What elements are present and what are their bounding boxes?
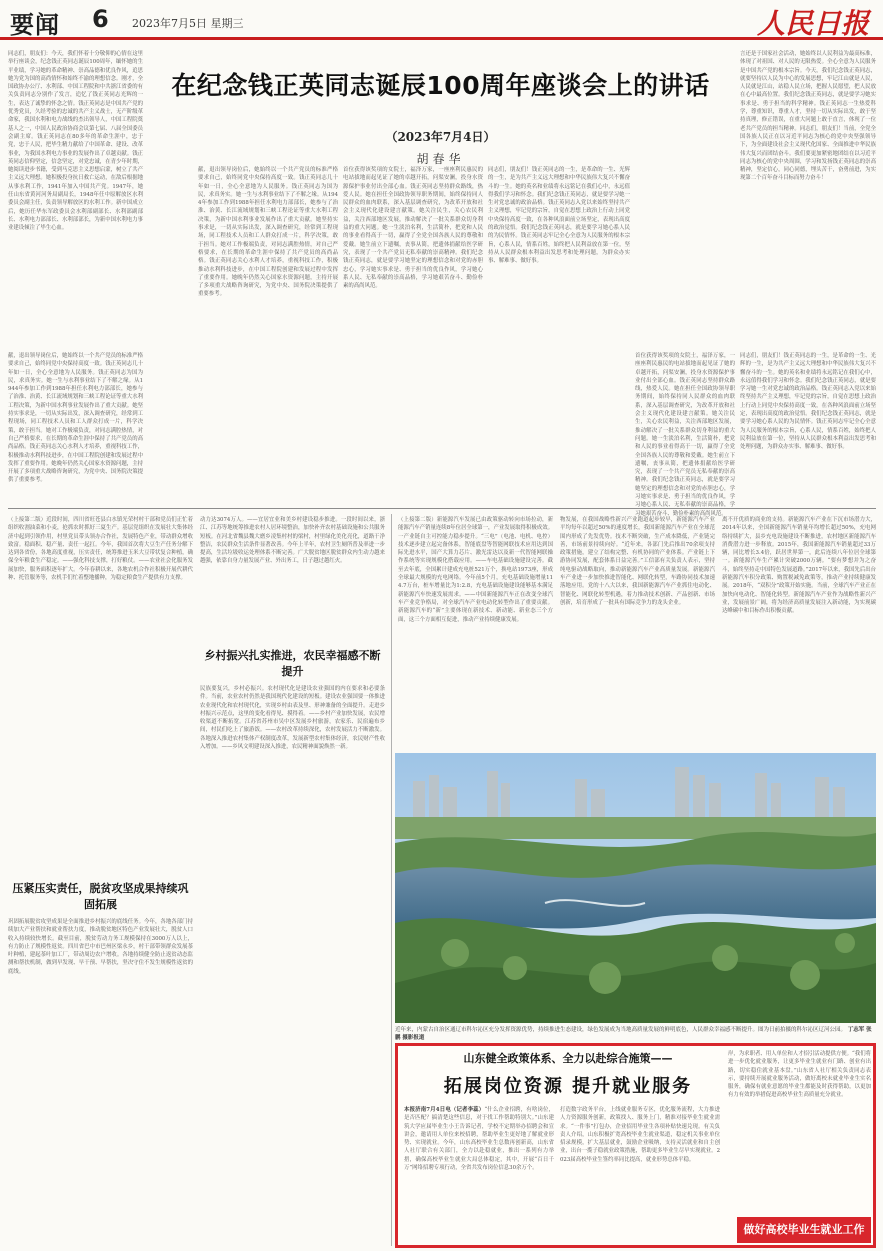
- speech-column-e: 言还是于国家社会活动，她始终以人民利益为最高标准，体现了对祖国、对人民的无限热爱。全心全意为人民服务是中国共产党的根本宗旨。今天，我们纪念钱正英同志，就要坚持以人民为中心的发展思想，牢记江山就是人民，人民就是江山，站稳人民立场，把握人民愿望，把人民放在心中最高位置。我们纪念钱正英同志，就是要学习她实事求是、勇于担当的科学精神。钱正英同志一生热爱科学，尊重知识，尊重人才，坚持一切从实际出发，敢于坚持真理，修正错误，在重大问题上敢于直言，体现了一位老共产党员的担当精神。同志们，朋友们！当前，全党全国各族人民正在以习近平同志为核心的党中央坚强领导下，为全面建设社会主义现代化国家、全面推进中华民族伟大复兴而团结奋斗。我们要更加紧密地团结在以习近平同志为核心的党中央周围，学习和发扬钱正英同志的崇高精神，坚定信心，同心同德，埋头苦干，奋勇前进，为实现第二个百年奋斗目标而努力奋斗！: [740, 51, 876, 182]
- speech-column-c: 首位获得该奖项的女院士，福泽万家，一座座利民惠民的电站拔地而起见证了她的卓越开拓，问渠安澜，投身水资源保护事业付出全部心血。钱正英同志坚持群众路线，热爱人民。她在担任全国政协领导职务期间，始终保持同人民群众的血肉联系，深入基层调查研究，为改革开放和社会主义现代化建设建言献策。她关注民生，关心农民利益，关注西部地区发展，推动解决了一批关系群众切身利益的重大问题。她一生淡泊名利，生活简朴，把党和人民的事业看得高于一切，赢得了全党全国各族人民的尊敬和爱戴。她生前立下遗嘱，丧事从简，把遗体捐献给医学研究，表现了一个共产党员无私奉献的崇高精神。我们纪念钱正英同志，就是要学习她坚定的理想信念和对党的赤胆忠心，学习她实事求是、勇于担当的优良作风，学习她心系人民、无私奉献的崇高品格，学习她艰苦奋斗、勤俭朴素的高尚风范。: [343, 167, 483, 290]
- page-header: [0, 0, 883, 40]
- agri-column-1b: 巩固拓展脱贫攻坚成果是全面推进乡村振兴的底线任务。今年，各地各部门持续加大产业帮扶和就业帮扶力度，推动脱贫地区特色产业发展壮大，脱贫人口收入持续较快增长。截至目前，脱贫劳动力务工规模保持在3000万人以上，有力防止了规模性返贫。四川省巴中市巴州区梁永乡，村干部带领群众发展茶叶种植，建起茶叶加工厂，带动周边农户增收。各地持续健全防止返贫动态监测和帮扶机制，做到早发现、早干预、早帮扶，坚决守住不发生规模性返贫的底线。: [8, 919, 193, 975]
- employment-column-1: [404, 1106, 554, 1244]
- speech-column-a-continued: [8, 352, 143, 504]
- photo-credit: 丁志军 张 鹏 摄影报道: [395, 1027, 872, 1041]
- ev-column-4: 物发展，在我国战略性新兴产业跑道起步较早，新能源汽车产业平均每年以超过50%的速度增长，我国新能源汽车产业在全球范围内形成了先发优势。技术不断突破，生产成本降低，产业链完善，市场前景持续向好。“近年来，各部门先后推出70余项支持政策措施，建立了结构完整、有机协同的产业体系。产业链上下游协同发展，配套体系日益完善。”工信部有关负责人表示，坚持纯电驱动战略取向，推动新能源汽车产业高质量发展。新能源汽车产业进一步加快推进智能化、网联化转型，车路协同技术加速落地应用。党的十八大以来，我国新能源汽车产业抓住电动化、智能化、网联化转型机遇，着力推动技术创新、产品创新、市场创新，培育形成了一批具有国际竞争力的龙头企业。: [560, 517, 715, 606]
- employment-text-1: “什么企业招聘，有啥岗位，是否匹配？搞清楚这些信息，对于找工作帮助特别大。”山东建筑大学应届毕业生小王告诉记者，学校不定期举办招聘会和宣讲会，邀请用人单位来校招聘，帮助毕业生更好地了解就业形势、实现就业。今年，山东高校毕业生总数再创新高，山东省人社厅联合有关部门，全力以赴稳就业，推出一系列有力举措，确保高校毕业生就业大局总体稳定，其中，开展“百日千万”网络招聘专项行动，全省共发布岗位信息30余万个。: [404, 1107, 554, 1172]
- newspaper-logo: 人民日报: [756, 7, 869, 40]
- agri-column-2b: 民族要复兴，乡村必振兴。农村现代化是建设农业强国的内在要求和必要条件。当前，农业农村仍然是我国现代化建设的短板。建设农业强国要一体推进农业现代化和农村现代化，实现乡村由表及里、形神兼备的全面提升。走进乡村振兴示范点，这里的变化看得见、摸得着。——乡村产业加快发展，农民增收渠道不断拓宽。江苏省苏州市吴中区发展乡村旅游，农家乐、民宿遍布乡间，村民们吃上了旅游饭。——农村改革持续深化，农村发展活力不断激发。各地深入推进农村集体产权制度改革，发展新型农村集体经济，农民财产性收入增加。——乡风文明建设深入推进，农民精神面貌焕然一新。: [200, 686, 385, 751]
- speech-title: 在纪念钱正英同志诞辰100周年座谈会上的讲话: [171, 71, 710, 100]
- speech-column-e-continued: [740, 352, 876, 504]
- speech-column-b: 献，退出领导岗位后，她始终以一个共产党员的标准严格要求自己，始终同党中央保持高度一致。钱正英同志几十年如一日，全心全意地为人民服务。钱正英同志为国为民，求真务实。她一生与水利事业结下了不解之缘。从1944年参加工作到1988年担任水利电力部部长，她参与了治淮、治黄、长江流域规划和三峡工程论证等重大水利工程决策，为新中国水利事业发展作出了重大贡献。她坚持实事求是，一切从实际出发，深入调查研究，经常到工程现场，同工程技术人员和工人群众打成一片，科学决策，敢于担当。她对工作极端负责，对同志满腔热情，对自己严格要求，在长期的革命生涯中保持了共产党员的高尚品格。钱正英同志关心水利人才培养，重视科技工作，积极推动水利科技进步，在中国工程院创建和发展过程中发挥了重要作用。她晚年仍然关心国家水资源问题，主持开展了多项重大战略咨询研究，为党中央、国务院决策提供了重要参考。: [198, 167, 338, 298]
- employment-column-2: 打造数字政务平台，上线就业服务专区，优化服务流程，大力推进人力资源服务创新，政策找人、服务上门，精准对接毕业生就业需求。“一件事”打包办，企业招用毕业生各项补贴快速兑现。有关负责人介绍，山东积极扩宽高校毕业生就业渠道，稳定机关事业单位招录规模，扩大基层就业，鼓励企业吸纳，支持灵活就业和自主创业，出台一揽子稳就业政策措施，帮助更多毕业生尽早实现就业。2023届高校毕业生签约率同比提高，就业形势总体平稳。: [560, 1107, 720, 1163]
- speech-column-d: 同志们，朋友们！钱正英同志的一生，是革命的一生、光辉的一生，是为共产主义远大理想和中华民族伟大复兴不懈奋斗的一生。她的英名和业绩将永远铭记在我们心中，永远值得我们学习和怀念。我们纪念钱正英同志，就是要学习她一生对党忠诚的政治品格。钱正英同志入党以来始终坚持共产主义理想，牢记党的宗旨，自觉在思想上政治上行动上同党中央保持高度一致，在各种风浪面前立场坚定，表现出高度的政治觉悟。我们纪念钱正英同志，就是要学习她心系人民的为民情怀。钱正英同志牢记全心全意为人民服务的根本宗旨，心系人民，情系百姓，始终把人民利益放在第一位，坚持从人民群众根本利益出发思考和处理问题，为群众办实事、解难事、做好事。: [488, 167, 630, 265]
- agri-column-2: 动力达3074万人。——宜居宜业和美乡村建设稳步推进。一段时间以来，浙江、江苏等地统筹推进农村人居环境整治，加快补齐农村基础设施和公共服务短板。在河北省魏县魏大磨乡凌集村村的梁村，村里绿化美化亮化，道路干净整洁，农民群众生活条件显著改善。今年上半年，农村卫生厕所普及率进一步提高，生活垃圾收运处理体系不断完善。广大脱贫地区脱贫群众内生动力越来越强，依靠自身力量发展产业、外出务工，日子越过越红火。: [200, 517, 385, 565]
- speech-date: （2023年7月4日）: [385, 130, 496, 144]
- topic-tag: 做好高校毕业生就业工作: [737, 1217, 871, 1243]
- agri-heading-poverty: 压紧压实责任，脱贫攻坚成果持续巩固拓展: [12, 882, 189, 911]
- agri-heading-rural: 乡村振兴扎实推进，农民幸福感不断提升: [204, 649, 381, 678]
- caption-text: 近年来，内蒙古自治区通辽市科尔沁区充分发挥资源优势，持续推进生态建设，绿色发展成为当地高质量发展的鲜明底色，人民群众幸福感不断提升。图为日前拍摄的科尔沁区辽河公园。: [395, 1027, 847, 1033]
- page-number: 6: [92, 5, 109, 33]
- agri-column-1: （上接第二版）近段时间，四川省旺苍县白水镇光荣村村干部和党员们正忙着组织收割油菜和小麦，抢抓农时抓好三夏生产。基层党组织在发展壮大集体经济中起到引领作用，村里党员带头领办合作社，发展特色产业，带动群众增收致富。稳面积、稳产量、责任一起扛。今年，我国首次将大豆生产任务分解下达到各省份，各地高度重视，压实责任，统筹推进玉米大豆带状复合种植，确保全年粮食生产稳定。——强化科技支撑，打好粮仗。——农业社会化服务发展加快，服务面积逐年扩大。今年春耕以来，各地农机合作社积极开展代耕代种、托管服务等，农机手们忙着整地播种，为稳定粮食生产提供有力支撑。: [8, 517, 193, 582]
- employment-article-box: [395, 1043, 876, 1248]
- section-title: 要闻: [10, 11, 60, 39]
- speech-column-a: 同志们，朋友们：今天，我们怀着十分敬仰的心情在这里举行座谈会，纪念钱正英同志诞辰100周年，缅怀她的生平业绩，学习她的革命精神、崇高品德和优良作风，追思她为党为国的高尚情怀和始终不渝的理想信念。刚才，全国政协办公厅、水利部、中国工程院和中共浙江省委的有关负责同志分别作了发言，追忆了钱正英同志光辉的一生，表达了诚挚的怀念之情。钱正英同志是中国共产党的优秀党员，久经考验的忠诚的共产主义战士，无产阶级革命家，我国水利和电力战线的杰出领导人，中国工程院奠基人之一，中国人民政治协商会议第七届、八届全国委员会副主席。钱正英同志在80多年的革命生涯中，忠于党，忠于人民，把毕生精力献给了中国革命、建设、改革事业，为我国水利电力事业的发展作出了卓越贡献。钱正英同志信仰坚定，信念坚定，对党忠诚，在青少年时期，她阅读进步书籍，受到马克思主义思想启蒙，树立了共产主义远大理想。她积极投身抗日救亡运动，在敌后根据地从事水利工作，1941年加入中国共产党。1947年，她任山东省黄河河务局副局长，1948年任中原解放区水利委员会副主任，负责领导解放区的水利工作。新中国成立后，她历任华东军政委员会水利部副部长、水利部副部长、水利电力部部长、水利部部长，为新中国水利电力事业建设倾注了毕生心血。: [8, 51, 143, 232]
- landscape-photo: [395, 753, 876, 1023]
- ev-column-5: 离不开优质的商业的支持。新能源汽车产业在下沉市场潜力大，2014年以来，全国新能源汽车销量年均增长超过50%，充电网络持续扩大，县乡充电设施建设不断推进，农村地区新能源汽车消费潜力进一步释放。2015年，我国新能源汽车销量超过33万辆，同比增长3.4倍，跃居世界第一，此后连续八年位居全球第一。新能源汽车生产累计突破2000万辆。“要有梦想并为之奋斗，始终坚持走中国特色发展道路。”2017年以来，我国先后出台新能源汽车积分政策、购置税减免政策等，推动产业持续健康发展。2018年，“双积分”政策开始实施。当前，全球汽车产业正在加快向电动化、智能化转型。新能源汽车产业作为战略性新兴产业，发展前景广阔，将为经济高质量发展注入新动能，为实现碳达峰碳中和目标作出积极贡献。: [722, 517, 876, 615]
- employment-title: 拓展岗位资源 提升就业服务: [443, 1076, 693, 1097]
- speech-author: 胡春华: [416, 152, 465, 166]
- employment-kicker: 山东健全政策体系、全力以赴综合施策——: [463, 1052, 673, 1065]
- speech-text: 同志们，朋友们！钱正英同志的一生，是革命的一生、光辉的一生，是为共产主义远大理想和中华民族伟大复兴不懈奋斗的一生。她的英名和业绩将永远铭记在我们心中，永远值得我们学习和怀念。我们纪念钱正英同志，就是要学习她一生对党忠诚的政治品格。钱正英同志入党以来始终坚持共产主义理想，牢记党的宗旨，自觉在思想上政治上行动上同党中央保持高度一致，在各种风浪面前立场坚定，表现出高度的政治觉悟。我们纪念钱正英同志，就是要学习她心系人民的为民情怀。钱正英同志牢记全心全意为人民服务的根本宗旨，心系人民，情系百姓，始终把人民利益放在第一位，坚持从人民群众根本利益出发思考和处理问题，为群众办实事、解难事、做好事。: [740, 353, 876, 451]
- ev-column-3: （上接第二版）新能源汽车发展已由政策驱动转向市场拉动，新能源汽车产销量连续8年位居全球第一，产业发展取得积极成效。一产业链自主可控能力稳步提升。“三电”（电池、电机、电控）技术逐步建立起完备体系，智能底盘等智能网联技术应用达到国际先进水平，国产大算力芯片、激光雷达以及新一代智能网联操作系统等实现规模化搭载应用。——车电基础设施建设完善。截至去年底，全国累计建成充电桩521万个，换电站1973座，形成全球最大规模的充电网络。今年前5个月，充电基础设施增量114.7万台，桩车增量比为1:2.8，充电基础设施建设能够基本满足新能源汽车快速发展需求。——中国新能源汽车正在改变全球汽车产业竞争格局，对全球汽车产业电动化转型作出了重要贡献。新能源汽车的“新”主要体现在新技术、新动能、新业态三个方面，这三个方面相互促进，推动产业持续健康发展。: [398, 517, 553, 623]
- speech-column-d-continued: [635, 352, 735, 517]
- photo-liao-river-park: [395, 753, 876, 1023]
- issue-date: 2023年7月5日 星期三: [132, 17, 244, 30]
- speech-text: 首位获得该奖项的女院士，福泽万家，一座座利民惠民的电站拔地而起见证了她的卓越开拓，问渠安澜，投身水资源保护事业付出全部心血。钱正英同志坚持群众路线，热爱人民。她在担任全国政协领导职务期间，始终保持同人民群众的血肉联系，深入基层调查研究，为改革开放和社会主义现代化建设建言献策。她关注民生，关心农民利益，关注西部地区发展，推动解决了一批关系群众切身利益的重大问题。她一生淡泊名利，生活简朴，把党和人民的事业看得高于一切，赢得了全党全国各族人民的尊敬和爱戴。她生前立下遗嘱，丧事从简，把遗体捐献给医学研究，表现了一个共产党员无私奉献的崇高精神。我们纪念钱正英同志，就是要学习她坚定的理想信念和对党的赤胆忠心，学习她实事求是、勇于担当的优良作风，学习她心系人民、无私奉献的崇高品格，学习她艰苦奋斗、勤俭朴素的高尚风范。: [635, 353, 735, 517]
- employment-column-3: 岸，为求职者、用人单位和人才招引活动提供方便。“我们将进一步优化就业服务，让更多毕业生就业有门路、创业有出路，切实稳住就业基本盘。”山东省人社厅相关负责同志表示，要持续开展就业服务活动，做好离校未就业毕业生实名服务，确保有就业意愿的毕业生都能及时获得帮助，以更加有力有效的举措促进高校毕业生高质量充分就业。: [728, 1051, 871, 1099]
- column-divider: [391, 514, 392, 1246]
- section-divider: [8, 508, 876, 509]
- photo-caption: [395, 1026, 876, 1042]
- speech-text: 献，退出领导岗位后，她始终以一个共产党员的标准严格要求自己，始终同党中央保持高度一致。钱正英同志几十年如一日，全心全意地为人民服务。钱正英同志为国为民，求真务实。她一生与水利事业结下了不解之缘。从1944年参加工作到1988年担任水利电力部部长，她参与了治淮、治黄、长江流域规划和三峡工程论证等重大水利工程决策，为新中国水利事业发展作出了重大贡献。她坚持实事求是，一切从实际出发，深入调查研究，经常到工程现场，同工程技术人员和工人群众打成一片，科学决策，敢于担当。她对工作极端负责，对同志满腔热情，对自己严格要求，在长期的革命生涯中保持了共产党员的高尚品格。钱正英同志关心水利人才培养，重视科技工作，积极推动水利科技进步，在中国工程院创建和发展过程中发挥了重要作用。她晚年仍然关心国家水资源问题，主持开展了多项重大战略咨询研究，为党中央、国务院决策提供了重要参考。: [8, 353, 143, 484]
- employment-byline: 本报济南7月4日电（记者李蕊）: [404, 1107, 485, 1113]
